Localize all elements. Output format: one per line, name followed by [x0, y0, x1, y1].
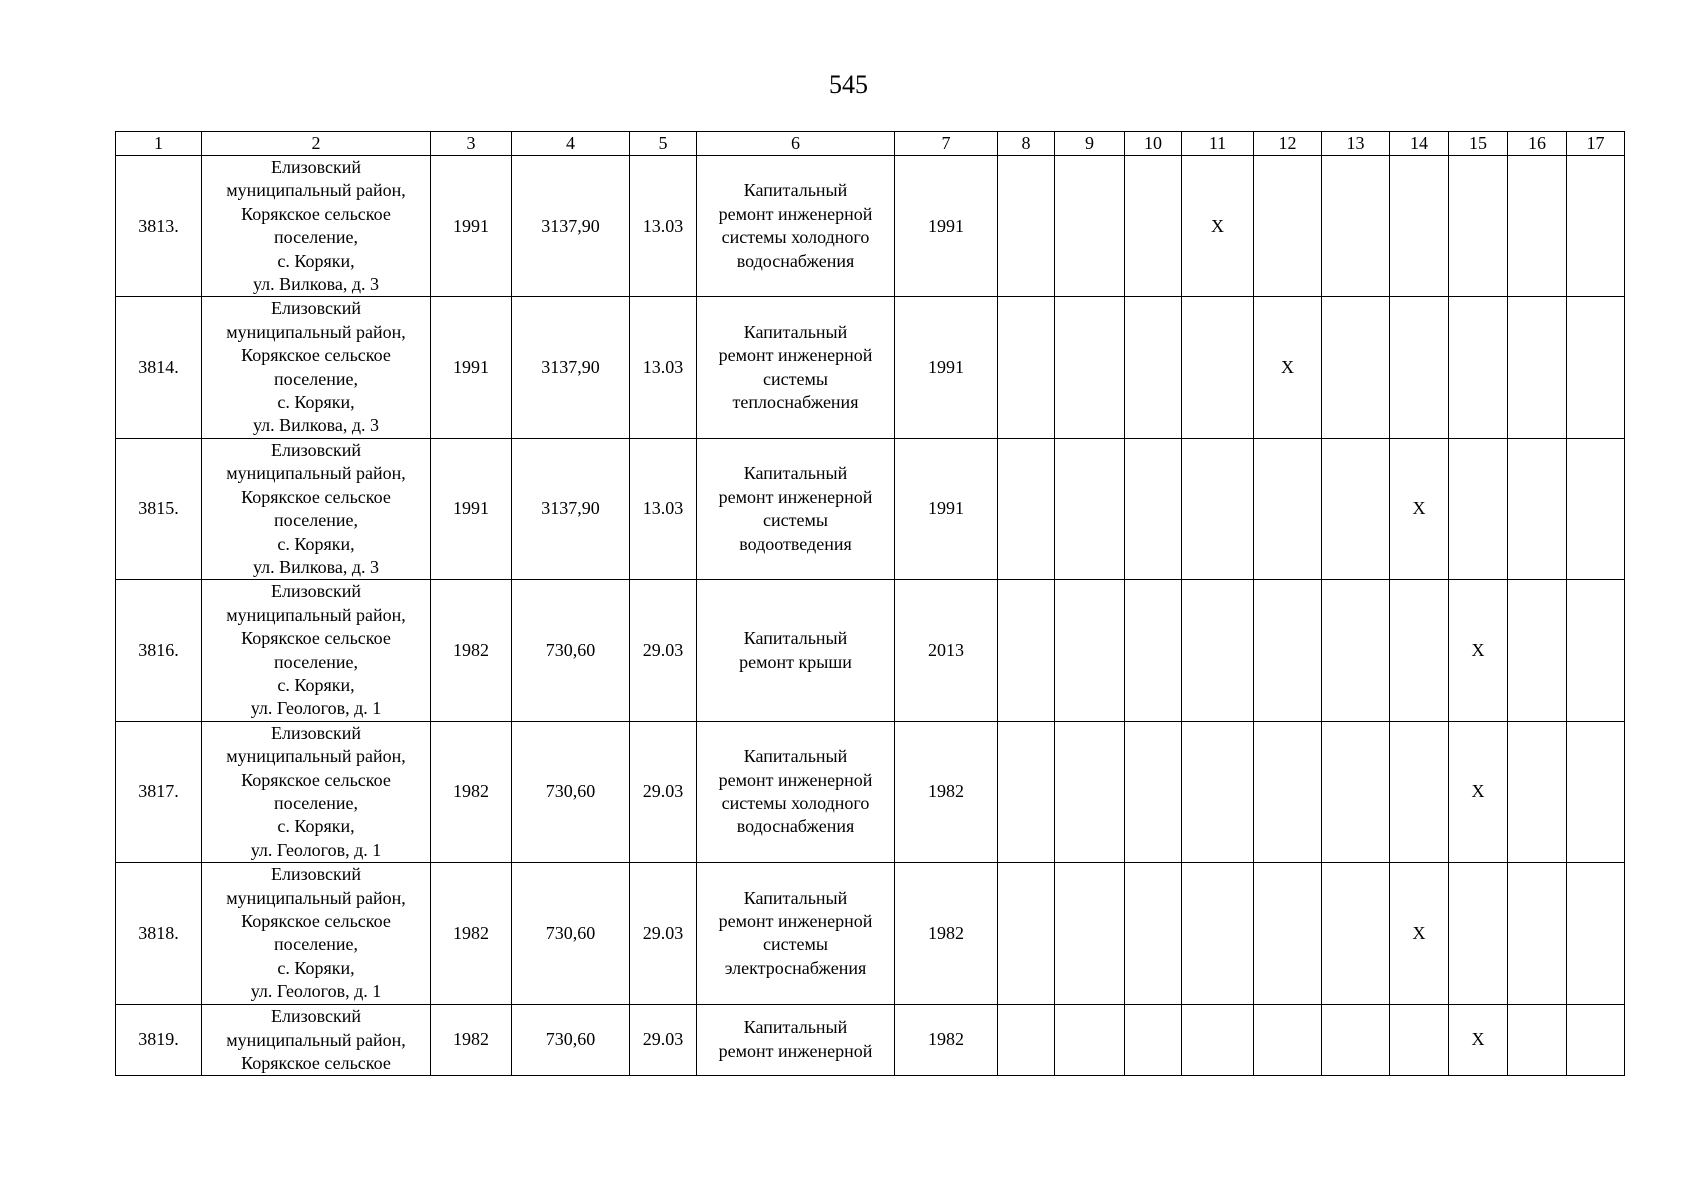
address-line: Елизовский — [270, 864, 361, 885]
work-type-cell — [697, 1004, 895, 1075]
header-cell-5: 5 — [630, 132, 697, 156]
col5-cell: 29.03 — [630, 721, 697, 862]
area-cell: 3137,90 — [512, 156, 630, 297]
work-type-line: системы — [763, 934, 828, 955]
mark-cell-col-16 — [1508, 438, 1567, 579]
mark-cell-col-8 — [998, 438, 1055, 579]
mark-cell-col-13 — [1322, 721, 1390, 862]
table-row — [116, 1004, 1625, 1075]
address-line: поселение, — [273, 227, 358, 248]
header-cell-8: 8 — [998, 132, 1055, 156]
table-row — [116, 580, 1625, 721]
work-type-line: водоснабжения — [736, 250, 855, 271]
mark-cell-col-12 — [1254, 863, 1322, 1004]
col7-cell: 1982 — [895, 721, 998, 862]
address-line: поселение, — [273, 651, 358, 672]
mark-cell-col-10 — [1125, 297, 1182, 438]
address-line: с. Коряки, — [277, 957, 355, 978]
year-cell: 1991 — [431, 438, 512, 579]
address-line: поселение, — [273, 510, 358, 531]
work-type-line: системы холодного — [721, 227, 870, 248]
row-number-cell: 3819. — [116, 1004, 202, 1075]
mark-cell-col-12 — [1254, 156, 1322, 297]
mark-cell-col-10 — [1125, 438, 1182, 579]
mark-cell-col-8 — [998, 156, 1055, 297]
table-row — [116, 156, 1625, 297]
header-row — [116, 132, 1625, 156]
address-line: ул. Вилкова, д. 3 — [252, 415, 380, 436]
mark-cell-col-12 — [1254, 580, 1322, 721]
header-cell-2: 2 — [202, 132, 431, 156]
mark-cell-col-8 — [998, 863, 1055, 1004]
address-line: ул. Вилкова, д. 3 — [252, 274, 380, 295]
address-cell — [202, 863, 431, 1004]
work-type-line: ремонт инженерной — [718, 203, 873, 224]
work-type-line: водоотведения — [739, 533, 852, 554]
mark-cell-col-12: X — [1254, 297, 1322, 438]
header-cell-17: 17 — [1567, 132, 1625, 156]
header-cell-13: 13 — [1322, 132, 1390, 156]
address-cell — [202, 156, 431, 297]
work-type-cell — [697, 297, 895, 438]
work-type-line: ремонт инженерной — [718, 345, 873, 366]
row-number-cell: 3813. — [116, 156, 202, 297]
mark-cell-col-11 — [1182, 1004, 1254, 1075]
address-cell — [202, 1004, 431, 1075]
address-line: поселение, — [273, 368, 358, 389]
address-line: ул. Геологов, д. 1 — [250, 981, 382, 1002]
mark-cell-col-14 — [1390, 156, 1449, 297]
mark-cell-col-15 — [1449, 438, 1508, 579]
mark-cell-col-9 — [1055, 580, 1125, 721]
address-line: с. Коряки, — [277, 533, 355, 554]
mark-cell-col-13 — [1322, 438, 1390, 579]
mark-cell-col-9 — [1055, 1004, 1125, 1075]
mark-cell-col-13 — [1322, 297, 1390, 438]
address-line: с. Коряки, — [277, 250, 355, 271]
mark-cell-col-10 — [1125, 156, 1182, 297]
mark-cell-col-8 — [998, 721, 1055, 862]
col5-cell: 29.03 — [630, 863, 697, 1004]
address-line: с. Коряки, — [277, 674, 355, 695]
work-type-line: Капитальный — [743, 887, 848, 908]
mark-cell-col-9 — [1055, 438, 1125, 579]
area-cell: 730,60 — [512, 1004, 630, 1075]
address-line: Елизовский — [270, 298, 361, 319]
mark-cell-col-10 — [1125, 721, 1182, 862]
mark-cell-col-17 — [1567, 156, 1625, 297]
mark-cell-col-8 — [998, 297, 1055, 438]
col5-cell: 13.03 — [630, 156, 697, 297]
col5-cell: 29.03 — [630, 1004, 697, 1075]
mark-cell-col-9 — [1055, 156, 1125, 297]
address-line: Корякское сельское — [241, 486, 391, 507]
work-type-line: Капитальный — [743, 746, 848, 767]
address-line: Корякское сельское — [241, 911, 391, 931]
address-line: муниципальный район, — [226, 604, 406, 625]
mark-cell-col-13 — [1322, 156, 1390, 297]
header-cell-6: 6 — [697, 132, 895, 156]
address-line: муниципальный район, — [226, 746, 406, 767]
mark-cell-col-14: X — [1390, 863, 1449, 1004]
address-line: Елизовский — [270, 581, 361, 602]
mark-cell-col-17 — [1567, 438, 1625, 579]
mark-cell-col-13 — [1322, 580, 1390, 721]
work-type-line: электроснабжения — [724, 957, 867, 978]
address-line: с. Коряки, — [277, 392, 355, 413]
col7-cell: 2013 — [895, 580, 998, 721]
mark-cell-col-12 — [1254, 721, 1322, 862]
address-line: Елизовский — [270, 439, 361, 460]
mark-cell-col-16 — [1508, 1004, 1567, 1075]
mark-cell-col-14 — [1390, 721, 1449, 862]
mark-cell-col-12 — [1254, 438, 1322, 579]
year-cell: 1982 — [431, 1004, 512, 1075]
header-cell-7: 7 — [895, 132, 998, 156]
mark-cell-col-13 — [1322, 863, 1390, 1004]
mark-cell-col-16 — [1508, 580, 1567, 721]
header-cell-14: 14 — [1390, 132, 1449, 156]
work-type-line: ремонт инженерной — [718, 769, 873, 790]
address-line: Корякское сельское — [241, 203, 391, 224]
address-line: муниципальный район, — [226, 321, 406, 342]
address-line: поселение, — [273, 934, 358, 955]
header-cell-11: 11 — [1182, 132, 1254, 156]
address-line: Елизовский — [270, 157, 361, 177]
col5-cell: 29.03 — [630, 580, 697, 721]
mark-cell-col-8 — [998, 1004, 1055, 1075]
work-type-line: ремонт инженерной — [718, 911, 873, 931]
mark-cell-col-16 — [1508, 156, 1567, 297]
year-cell: 1991 — [431, 156, 512, 297]
mark-cell-col-16 — [1508, 721, 1567, 862]
mark-cell-col-11 — [1182, 721, 1254, 862]
col7-cell: 1982 — [895, 863, 998, 1004]
mark-cell-col-11 — [1182, 297, 1254, 438]
year-cell: 1982 — [431, 721, 512, 862]
work-type-line: водоснабжения — [736, 816, 855, 837]
address-line: Корякское сельское — [241, 345, 391, 366]
area-cell: 730,60 — [512, 863, 630, 1004]
work-type-cell — [697, 156, 895, 297]
work-type-cell — [697, 863, 895, 1004]
address-line: Корякское сельское — [241, 628, 391, 649]
row-number-cell: 3814. — [116, 297, 202, 438]
work-type-line: системы холодного — [721, 792, 870, 813]
work-type-line: Капитальный — [743, 1017, 848, 1038]
address-line: муниципальный район, — [226, 887, 406, 908]
table-row — [116, 438, 1625, 579]
address-line: Корякское сельское — [241, 1052, 391, 1073]
work-type-line: ремонт крыши — [739, 651, 852, 672]
address-line: муниципальный район, — [226, 463, 406, 484]
table-row — [116, 721, 1625, 862]
col7-cell: 1991 — [895, 438, 998, 579]
work-type-line: Капитальный — [743, 321, 848, 342]
mark-cell-col-10 — [1125, 580, 1182, 721]
mark-cell-col-14 — [1390, 580, 1449, 721]
work-type-line: Капитальный — [743, 180, 848, 201]
header-cell-1: 1 — [116, 132, 202, 156]
page-number: 545 — [829, 70, 868, 99]
mark-cell-col-16 — [1508, 863, 1567, 1004]
mark-cell-col-14: X — [1390, 438, 1449, 579]
address-line: муниципальный район, — [226, 180, 406, 201]
mark-cell-col-11 — [1182, 863, 1254, 1004]
work-type-cell — [697, 721, 895, 862]
year-cell: 1982 — [431, 580, 512, 721]
mark-cell-col-10 — [1125, 863, 1182, 1004]
mark-cell-col-9 — [1055, 863, 1125, 1004]
address-line: ул. Геологов, д. 1 — [250, 698, 382, 719]
header-cell-3: 3 — [431, 132, 512, 156]
col5-cell: 13.03 — [630, 438, 697, 579]
mark-cell-col-17 — [1567, 580, 1625, 721]
header-cell-9: 9 — [1055, 132, 1125, 156]
mark-cell-col-15: X — [1449, 1004, 1508, 1075]
header-cell-16: 16 — [1508, 132, 1567, 156]
mark-cell-col-8 — [998, 580, 1055, 721]
area-cell: 730,60 — [512, 721, 630, 862]
area-cell: 730,60 — [512, 580, 630, 721]
col7-cell: 1982 — [895, 1004, 998, 1075]
address-line: поселение, — [273, 792, 358, 813]
address-cell — [202, 297, 431, 438]
header-cell-12: 12 — [1254, 132, 1322, 156]
col7-cell: 1991 — [895, 156, 998, 297]
mark-cell-col-16 — [1508, 297, 1567, 438]
mark-cell-col-10 — [1125, 1004, 1182, 1075]
mark-cell-col-17 — [1567, 297, 1625, 438]
address-cell — [202, 438, 431, 579]
work-type-line: системы — [763, 510, 828, 531]
work-type-line: теплоснабжения — [732, 392, 859, 413]
work-type-line: ремонт инженерной — [718, 486, 873, 507]
mark-cell-col-15: X — [1449, 721, 1508, 862]
mark-cell-col-9 — [1055, 721, 1125, 862]
header-cell-15: 15 — [1449, 132, 1508, 156]
address-line: с. Коряки, — [277, 816, 355, 837]
address-line: Корякское сельское — [241, 769, 391, 790]
mark-cell-col-15 — [1449, 156, 1508, 297]
area-cell: 3137,90 — [512, 297, 630, 438]
mark-cell-col-13 — [1322, 1004, 1390, 1075]
work-type-line: Капитальный — [743, 628, 848, 649]
row-number-cell: 3815. — [116, 438, 202, 579]
mark-cell-col-14 — [1390, 1004, 1449, 1075]
work-type-line: ремонт инженерной — [718, 1040, 873, 1061]
mark-cell-col-15 — [1449, 297, 1508, 438]
mark-cell-col-14 — [1390, 297, 1449, 438]
address-line: Елизовский — [270, 1006, 361, 1027]
year-cell: 1991 — [431, 297, 512, 438]
table-row — [116, 297, 1625, 438]
mark-cell-col-15 — [1449, 863, 1508, 1004]
row-number-cell: 3818. — [116, 863, 202, 1004]
table-row — [116, 863, 1625, 1004]
mark-cell-col-12 — [1254, 1004, 1322, 1075]
address-line: ул. Вилкова, д. 3 — [252, 556, 380, 577]
mark-cell-col-15: X — [1449, 580, 1508, 721]
mark-cell-col-11 — [1182, 438, 1254, 579]
mark-cell-col-11 — [1182, 580, 1254, 721]
address-line: Елизовский — [270, 722, 361, 743]
col5-cell: 13.03 — [630, 297, 697, 438]
work-type-cell — [697, 580, 895, 721]
work-type-line: Капитальный — [743, 463, 848, 484]
mark-cell-col-17 — [1567, 721, 1625, 862]
address-cell — [202, 721, 431, 862]
mark-cell-col-17 — [1567, 1004, 1625, 1075]
col7-cell: 1991 — [895, 297, 998, 438]
address-cell — [202, 580, 431, 721]
mark-cell-col-11: X — [1182, 156, 1254, 297]
year-cell: 1982 — [431, 863, 512, 1004]
register-table — [115, 131, 1625, 1076]
work-type-line: системы — [763, 368, 828, 389]
row-number-cell: 3816. — [116, 580, 202, 721]
header-cell-4: 4 — [512, 132, 630, 156]
address-line: муниципальный район, — [226, 1029, 406, 1050]
area-cell: 3137,90 — [512, 438, 630, 579]
mark-cell-col-9 — [1055, 297, 1125, 438]
row-number-cell: 3817. — [116, 721, 202, 862]
work-type-cell — [697, 438, 895, 579]
header-cell-10: 10 — [1125, 132, 1182, 156]
address-line: ул. Геологов, д. 1 — [250, 839, 382, 860]
mark-cell-col-17 — [1567, 863, 1625, 1004]
